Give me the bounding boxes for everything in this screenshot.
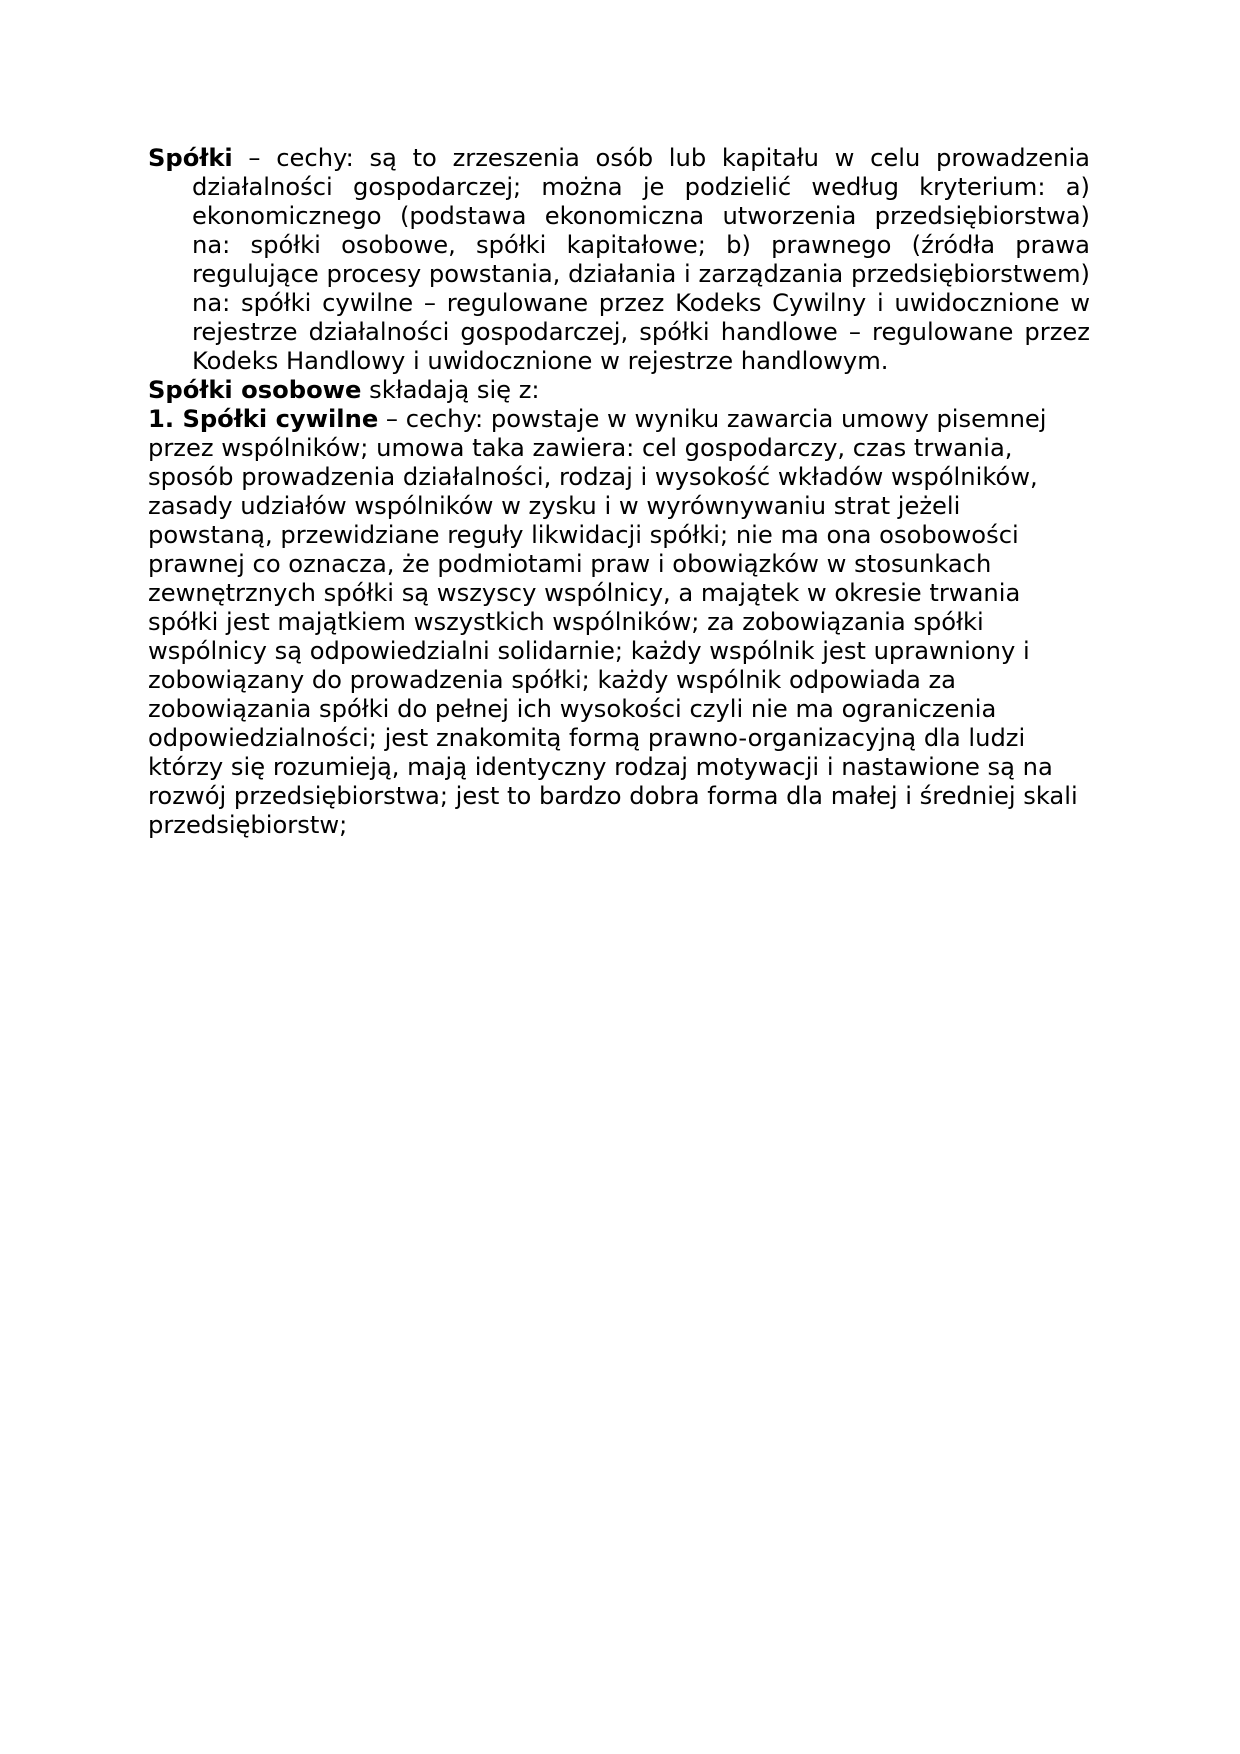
paragraph-spolki-cywilne: [148, 405, 1090, 840]
document-body: [148, 144, 1090, 840]
paragraph-text: składają się z:: [361, 376, 540, 404]
term-spolki-osobowe: Spółki osobowe: [148, 376, 362, 404]
paragraph-text: – cechy: są to zrzeszenia osób lub kapitału w celu prowadzenia działalności gospodarczej; można je podzielić według kryterium: a) ekonomicznego (podstawa ekonomiczna utworzenia przedsiębiorstwa) na: spółki osobowe, spółki kapitałowe; b) prawnego (źródła prawa regulujące procesy powstania, działania i zarządzania przedsiębiorstwem) na: spółki cywilne – regulowane przez Kodeks Cywilny i uwidocznione w rejestrze działalności gospodarczej, spółki handlowe – regulowane przez Kodeks Handlowy i uwidocznione w rejestrze handlowym.: [192, 144, 1090, 375]
paragraph-spolki-osobowe: [148, 376, 1090, 405]
term-spolki: Spółki: [148, 144, 233, 172]
term-spolki-cywilne: 1. Spółki cywilne: [148, 405, 379, 433]
paragraph-spolki-definition: [148, 144, 1090, 376]
paragraph-text: – cechy: powstaje w wyniku zawarcia umowy pisemnej przez wspólników; umowa taka zawiera: cel gospodarczy, czas trwania, sposób prowadzenia działalności, rodzaj i wysokość wkładów wspólników, zasady udziałów wspólników w zysku i w wyrównywaniu strat jeżeli powstaną, przewidziane reguły likwidacji spółki; nie ma ona osobowości prawnej co oznacza, że podmiotami praw i obowiązków w stosunkach zewnętrznych spółki są wszyscy wspólnicy, a majątek w okresie trwania spółki jest majątkiem wszystkich wspólników; za zobowiązania spółki wspólnicy są odpowiedzialni solidarnie; każdy wspólnik jest uprawniony i zobowiązany do prowadzenia spółki; każdy wspólnik odpowiada za zobowiązania spółki do pełnej ich wysokości czyli nie ma ograniczenia odpowiedzialności; jest znakomitą formą prawno-organizacyjną dla ludzi którzy się rozumieją, mają identyczny rodzaj motywacji i nastawione są na rozwój przedsiębiorstwa; jest to bardzo dobra forma dla małej i średniej skali przedsiębiorstw;: [148, 405, 1078, 839]
